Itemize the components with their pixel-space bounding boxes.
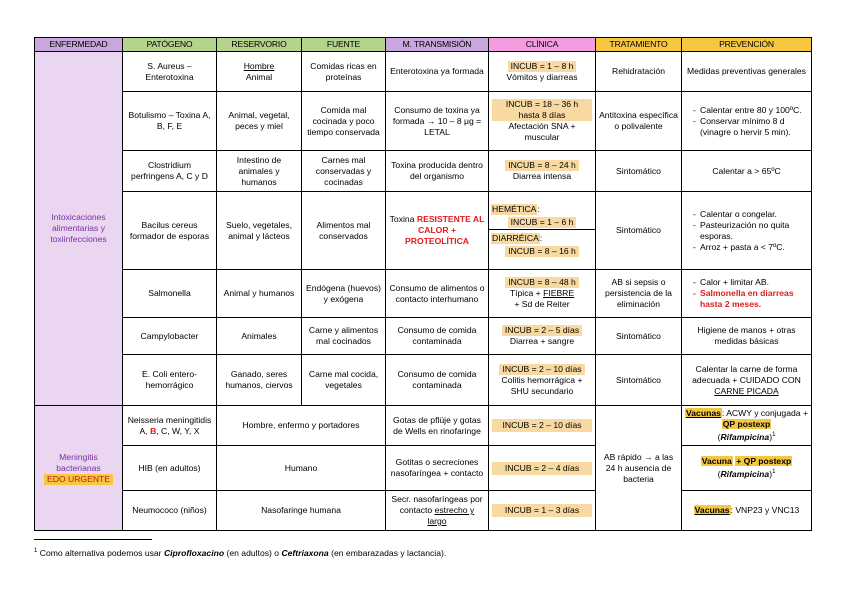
cell-fuente: Alimentos mal conservados [302, 192, 386, 270]
prevencion-text: : ACWY y conjugada + [721, 408, 808, 419]
reservorio-underlined: Hombre [243, 60, 275, 71]
cell-transmision: Consumo de alimentos o contacto interhumano [386, 270, 489, 318]
cell-transmision [386, 491, 489, 531]
cell-prevencion [682, 192, 812, 270]
group-label-meningitis [35, 406, 123, 531]
cell-patogeno: S. Aureus – Enterotoxina [123, 52, 217, 92]
vacunas-label: Vacunas [686, 408, 721, 419]
table-row [35, 446, 812, 491]
cell-prevencion [682, 270, 812, 318]
cell-fuente: Endógena (huevos) y exógena [302, 270, 386, 318]
footnote-text: (en embarazadas y lactancia). [328, 548, 447, 558]
cell-clinica [489, 92, 596, 151]
clinica-text: Vómitos y diarreas [506, 71, 578, 82]
footnote-mark: 1 [34, 548, 38, 555]
list-item: - Calor + limitar AB. [693, 277, 808, 288]
list-item: - Salmonella en diarreas hasta 2 meses. [693, 288, 808, 310]
cell-transmision: Consumo de comida contaminada [386, 355, 489, 406]
cell-reservorio: Animal, vegetal, peces y miel [217, 92, 302, 151]
list-item: - Arroz + pasta a < 7ºC. [693, 242, 808, 253]
patogeno-name: Neisseria meningitidis [127, 414, 212, 425]
table-row [35, 270, 812, 318]
cell-reservorio-fuente: Hombre, enfermo y portadores [217, 406, 386, 446]
cell-prevencion [682, 92, 812, 151]
cell-reservorio: Intestino de animales y humanos [217, 151, 302, 192]
table-row [35, 52, 812, 92]
prevencion-text: : VNP23 y VNC13 [730, 505, 800, 515]
cell-transmision: Gotas de pflüje y gotas de Wells en rinofaringe [386, 406, 489, 446]
footnote [34, 548, 446, 558]
cell-clinica [489, 270, 596, 318]
cell-patogeno: HIB (en adultos) [123, 446, 217, 491]
cell-clinica [489, 491, 596, 531]
incubation-badge: INCUB = 1 – 8 h [508, 61, 577, 72]
footnote-text: (en adultos) o [224, 548, 282, 558]
cell-tratamiento: Sintomático [596, 355, 682, 406]
hemetica-label: HEMÉTICA [492, 204, 537, 214]
cell-clinica [489, 151, 596, 192]
footnote-ref: 1 [772, 432, 776, 439]
cell-fuente: Comida mal cocinada y poco tiempo conservada [302, 92, 386, 151]
cell-patogeno: Campylobacter [123, 318, 217, 355]
incubation-badge: INCUB = 2 – 4 días [492, 462, 592, 475]
incubation-badge: INCUB = 8 – 16 h [505, 246, 579, 257]
disease-table [34, 37, 812, 531]
rifampicina: Rifampicina [720, 431, 770, 442]
cell-clinica [489, 318, 596, 355]
cell-patogeno: Salmonella [123, 270, 217, 318]
group-label-intoxicaciones: Intoxicaciones alimentarias y toxiinfecciones [35, 52, 123, 406]
cell-reservorio-fuente: Humano [217, 446, 386, 491]
table-row [35, 355, 812, 406]
cell-transmision: Consumo de toxina ya formada → 10 – 8 μg = LETAL [386, 92, 489, 151]
qp-postexp: + QP postexp [736, 456, 792, 467]
cell-fuente: Comidas ricas en proteínas [302, 52, 386, 92]
serogroup-b: B [150, 425, 157, 436]
prevencion-list [685, 277, 808, 310]
transmision-text: Secr. nasofaríngeas por contacto [391, 494, 483, 515]
table-row [35, 192, 812, 270]
list-item: - Conservar mínimo 8 d (vinagre o hervir 5 min). [693, 116, 808, 138]
incubation-badge: INCUB = 1 – 3 días [492, 504, 592, 517]
incubation-badge: INCUB = 2 – 10 días [492, 419, 592, 432]
incubation-badge: INCUB = 8 – 48 h [505, 277, 579, 288]
table-row [35, 491, 812, 531]
header-patogeno: PATÓGENO [123, 38, 217, 52]
transmision-text: Toxina [389, 214, 415, 224]
cell-tratamiento: Sintomático [596, 192, 682, 270]
table-row [35, 151, 812, 192]
list-item: - Pasteurización no quita esporas. [693, 220, 808, 242]
cell-fuente: Carne y alimentos mal cocinados [302, 318, 386, 355]
header-clinica: CLÍNICA [489, 38, 596, 52]
cell-transmision: Toxina producida dentro del organismo [386, 151, 489, 192]
prevencion-text: Calentar la carne de forma adecuada + CUIDADO CON [692, 363, 801, 385]
incubation-badge: INCUB = 2 – 10 días [499, 364, 584, 375]
edo-urgente-badge: EDO URGENTE [44, 474, 113, 485]
cell-tratamiento: Antitoxina específica o polivalente [596, 92, 682, 151]
header-reservorio: RESERVORIO [217, 38, 302, 52]
cell-prevencion: Higiene de manos + otras medidas básicas [682, 318, 812, 355]
clinica-fiebre: FIEBRE [543, 288, 575, 298]
prevencion-underlined: CARNE PICADA [714, 385, 779, 396]
cell-clinica [489, 406, 596, 446]
transmision-underlined: estrecho y largo [427, 505, 475, 526]
cell-tratamiento: Sintomático [596, 318, 682, 355]
table-row [35, 406, 812, 446]
incubation-badge: INCUB = 2 – 5 días [502, 325, 582, 336]
cell-clinica [489, 446, 596, 491]
clinica-text: Afectación SNA + muscular [508, 121, 576, 142]
cell-tratamiento: Rehidratación [596, 52, 682, 92]
incubation-badge: INCUB = 8 – 24 h [505, 160, 579, 171]
cell-reservorio: Suelo, vegetales, animal y lácteos [217, 192, 302, 270]
cell-prevencion: Calentar a > 65ºC [682, 151, 812, 192]
cell-patogeno: Clostridium perfringens A, C y D [123, 151, 217, 192]
clinica-text: Diarrea + sangre [509, 336, 575, 346]
cell-prevencion: Vacuna + QP postexp (Rifampicina)$^1$ [682, 446, 812, 491]
cell-patogeno: E. Coli entero-hemorrágico [123, 355, 217, 406]
reservorio-text: Animal [245, 71, 273, 82]
header-row [35, 38, 812, 52]
transmision-warning: RESISTENTE AL CALOR + PROTEOLÍTICA [405, 214, 485, 246]
clinica-text: Típica + [509, 288, 544, 298]
incubation-badge: INCUB = 18 – 36 h hasta 8 días [492, 99, 592, 121]
vacuna-label: Vacuna [701, 456, 732, 467]
header-enfermedad: ENFERMEDAD [35, 38, 123, 52]
serogroups: , C, W, Y, X [156, 425, 200, 436]
footnote-text: Como alternativa podemos usar [39, 548, 164, 558]
rifampicina: Rifampicina [720, 468, 770, 479]
cell-prevencion: Medidas preventivas generales [682, 52, 812, 92]
cell-prevencion [682, 355, 812, 406]
cell-tratamiento: AB si sepsis o persistencia de la eliminación [596, 270, 682, 318]
cell-reservorio [217, 52, 302, 92]
cell-prevencion: Vacunas: ACWY y conjugada + QP postexp (Rifampicina)$^1$ [682, 406, 812, 446]
clinica-text: Colitis hemorrágica + SHU secundario [501, 374, 583, 396]
list-item: - Calentar o congelar. [693, 209, 808, 220]
footnote-divider [34, 539, 152, 540]
prevencion-list [685, 105, 808, 138]
cell-reservorio: Animales [217, 318, 302, 355]
clinica-text: Diarrea intensa [512, 171, 572, 181]
table-row [35, 318, 812, 355]
prevencion-list [685, 209, 808, 253]
clinica-text: + Sd de Reiter [514, 299, 570, 309]
cell-patogeno: Neumococo (niños) [123, 491, 217, 531]
cell-transmision: Enterotoxina ya formada [386, 52, 489, 92]
cell-tratamiento: Sintomático [596, 151, 682, 192]
incubation-badge: INCUB = 1 – 6 h [508, 217, 577, 228]
qp-postexp: QP postexp [722, 419, 771, 430]
diarreica-label: DIARRÉICA [492, 233, 539, 243]
cell-transmision [386, 192, 489, 270]
cell-reservorio: Ganado, seres humanos, ciervos [217, 355, 302, 406]
cell-tratamiento: AB rápido → a las 24 h ausencia de bacteria [596, 406, 682, 531]
cell-patogeno: Bacilus cereus formador de esporas [123, 192, 217, 270]
footnote-ref: 1 [772, 469, 776, 476]
footnote-drug: Ciprofloxacino [163, 548, 225, 558]
cell-fuente: Carnes mal conservadas y cocinadas [302, 151, 386, 192]
header-fuente: FUENTE [302, 38, 386, 52]
cell-patogeno [123, 406, 217, 446]
header-prevencion: PREVENCIÓN [682, 38, 812, 52]
cell-reservorio: Animal y humanos [217, 270, 302, 318]
vacunas-label: Vacunas [694, 505, 730, 515]
table-row [35, 92, 812, 151]
cell-reservorio-fuente: Nasofaringe humana [217, 491, 386, 531]
cell-clinica [489, 355, 596, 406]
cell-clinica [489, 52, 596, 92]
list-item: - Calentar entre 80 y 100ºC. [693, 105, 808, 116]
cell-transmision: Consumo de comida contaminada [386, 318, 489, 355]
footnote-drug: Ceftriaxona [281, 548, 329, 558]
cell-prevencion [682, 491, 812, 531]
cell-transmision: Gotitas o secreciones nasofaríngea + contacto [386, 446, 489, 491]
cell-clinica: HEMÉTICA: INCUB = 1 – 6 h DIARRÉICA: INCUB = 8 – 16 h [489, 192, 596, 270]
header-transmision: M. TRANSMISIÓN [386, 38, 489, 52]
cell-fuente: Carne mal cocida, vegetales [302, 355, 386, 406]
serogroups: A, [139, 425, 151, 436]
header-tratamiento: TRATAMIENTO [596, 38, 682, 52]
group-title: Meningitis bacterianas [56, 451, 101, 473]
cell-patogeno: Botulismo – Toxina A, B, F, E [123, 92, 217, 151]
